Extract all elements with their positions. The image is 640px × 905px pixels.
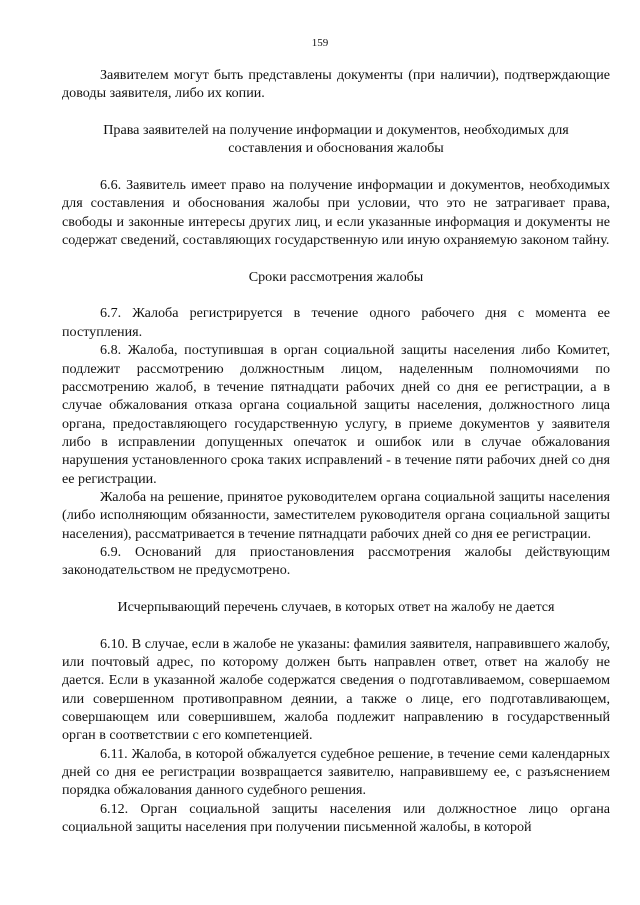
spacer — [62, 158, 610, 176]
section-heading-exhaustive: Исчерпывающий перечень случаев, в которых ответ на жалобу не дается — [117, 598, 555, 615]
section-heading-rights: Права заявителей на получение информации и документов, необходимых для составления и обоснования жалобы — [103, 122, 569, 157]
paragraph-decision: Жалоба на решение, принятое руководителем органа социальной защиты населения (либо исполняющим обязанности, заместителем руководителя органа социальной защиты населения), рассматривается в течение пятнадцати рабочих дней со дня ее регистрации. — [62, 488, 610, 542]
paragraph-6-7: 6.7. Жалоба регистрируется в течение одного рабочего дня с момента ее поступления. — [62, 305, 610, 340]
document-body — [62, 66, 610, 836]
paragraph-intro: Заявителем могут быть представлены документы (при наличии), подтверждающие доводы заявителя, либо их копии. — [62, 67, 610, 102]
page-number: 159 — [311, 37, 329, 49]
paragraph-6-10: 6.10. В случае, если в жалобе не указаны: фамилия заявителя, направившего жалобу, или почтовый адрес, по которому должен быть направлен ответ, ответ на жалобу не дается. Если в указанной жалобе содержатся сведения о подготавливаемом, совершаемом или совершенном противоправном деянии, а также о лице, его подготавливающем, совершающем или совершившем, жалоба подлежит направлению в государственный орган в соответствии с его компетенцией. — [62, 635, 610, 744]
spacer — [62, 249, 610, 267]
paragraph-6-8: 6.8. Жалоба, поступившая в орган социальной защиты населения либо Комитет, подлежит рассмотрению должностным лицом, наделенным полномочиями по рассмотрению жалоб, в течение пятнадцати рабочих дней со дня ее регистрации, а в случае обжалования отказа органа социальной защиты населения, должностного лица органа, предоставляющего государственную услугу, в приеме документов у заявителя либо в исправлении допущенных опечаток и ошибок или в случае обжалования нарушения установленного срока таких исправлений - в течение пяти рабочих дней со дня ее регистрации. — [62, 342, 610, 487]
paragraph-6-9: 6.9. Оснований для приостановления рассмотрения жалобы действующим законодательством не предусмотрено. — [62, 543, 610, 579]
paragraph-6-12: 6.12. Орган социальной защиты населения или должностное лицо органа социальной защиты населения при получении письменной жалобы, в которой — [62, 800, 610, 836]
section-heading-terms: Сроки рассмотрения жалобы — [248, 268, 424, 285]
paragraph-6-11: 6.11. Жалоба, в которой обжалуется судебное решение, в течение семи календарных дней со дня ее регистрации возвращается заявителю, направившему ее, с разъяснением порядка обжалования данного судебного решения. — [62, 745, 610, 799]
spacer — [62, 580, 610, 598]
spacer — [62, 286, 610, 304]
spacer — [62, 616, 610, 634]
paragraph-6-6: 6.6. Заявитель имеет право на получение информации и документов, необходимых для составления и обоснования жалобы при условии, что это не затрагивает права, свободы и законные интересы других лиц, и если указанные информация и документы не содержат сведений, составляющих государственную или иную охраняемую законом тайну. — [62, 177, 610, 249]
spacer — [62, 103, 610, 121]
